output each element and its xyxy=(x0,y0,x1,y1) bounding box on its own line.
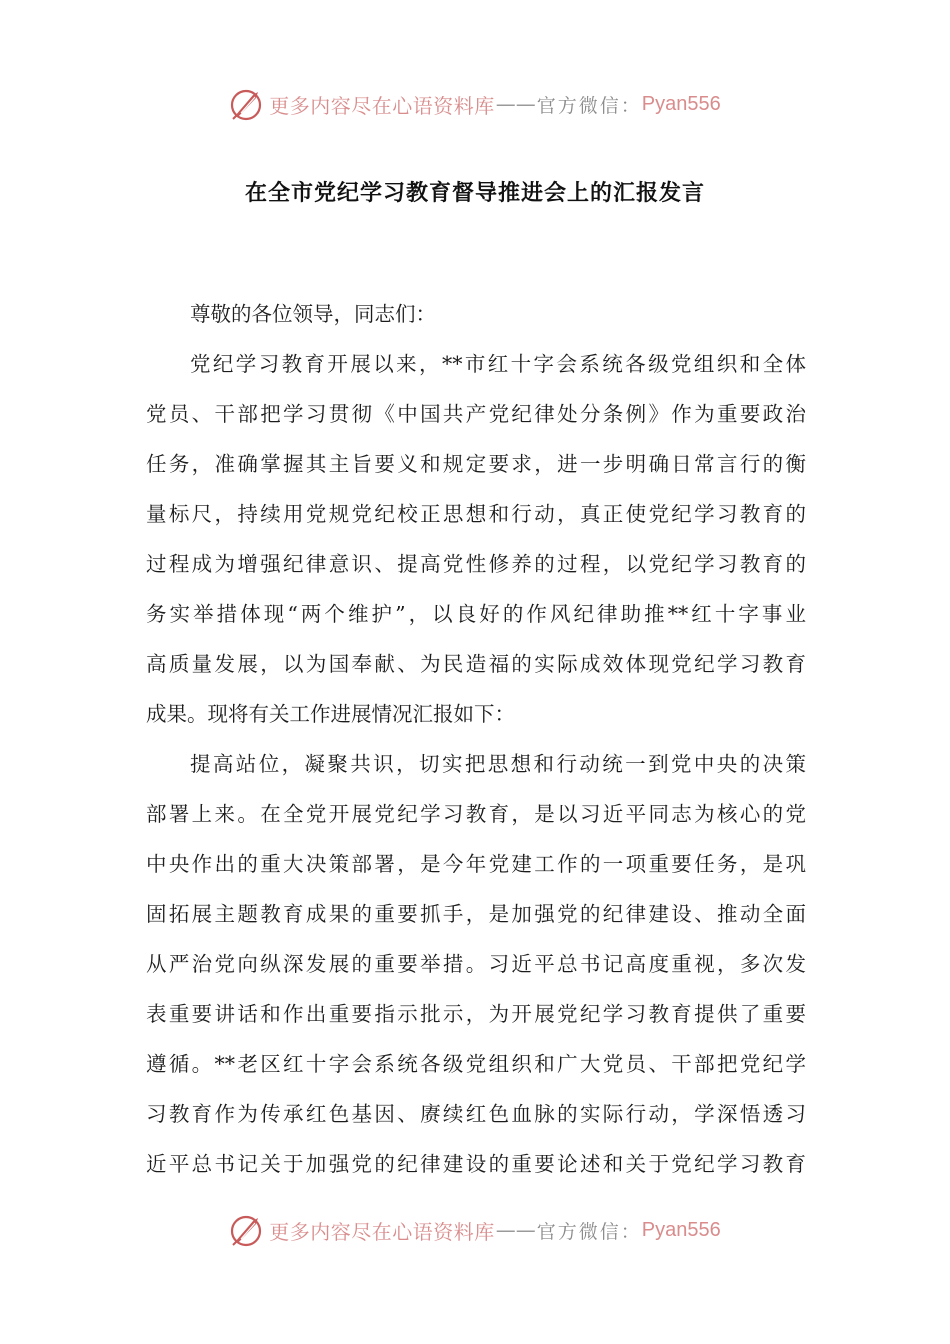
text-line: 从严治党向纵深发展的重要举措。习近平总书记高度重视，多次发 xyxy=(146,952,806,976)
banner-wechat-label: 官方微信： xyxy=(536,94,642,117)
banner-promo-text: 更多内容尽在心语资料库 xyxy=(269,93,495,118)
text-line: 高质量发展，以为国奉献、为民造福的实际成效体现党纪学习教育 xyxy=(146,652,806,676)
text-line: 遵循。**老区红十字会系统各级党组织和广大党员、干部把党纪学 xyxy=(146,1052,806,1076)
banner-wechat-id: Pyan556 xyxy=(641,1218,721,1241)
text-line: 过程成为增强纪律意识、提高党性修养的过程，以党纪学习教育的 xyxy=(146,552,806,576)
footer-banner xyxy=(0,1208,950,1252)
text-line: 部署上来。在全党开展党纪学习教育，是以习近平同志为核心的党 xyxy=(146,802,806,826)
text-line: 任务，准确掌握其主旨要义和规定要求，进一步明确日常言行的衡 xyxy=(146,452,806,476)
text-line: 中央作出的重大决策部署，是今年党建工作的一项重要任务，是巩 xyxy=(146,852,806,876)
text-line: 党员、干部把学习贯彻《中国共产党纪律处分条例》作为重要政治 xyxy=(146,402,806,426)
text-line: 成果。现将有关工作进展情况汇报如下： xyxy=(146,702,515,726)
greeting-line: 尊敬的各位领导，同志们： xyxy=(190,302,436,326)
banner-separator: —— xyxy=(495,1218,536,1242)
document-body xyxy=(146,289,806,1189)
banner-wechat-label: 官方微信： xyxy=(536,1220,642,1243)
text-line: 提高站位，凝聚共识，切实把思想和行动统一到党中央的决策 xyxy=(190,752,806,776)
banner-separator: —— xyxy=(495,92,536,116)
text-line: 表重要讲话和作出重要指示批示，为开展党纪学习教育提供了重要 xyxy=(146,1002,806,1026)
document-title: 在全市党纪学习教育督导推进会上的汇报发言 xyxy=(244,181,705,206)
paragraph-1 xyxy=(146,339,806,739)
paragraph-2 xyxy=(146,739,806,1189)
text-line: 党纪学习教育开展以来，**市红十字会系统各级党组织和全体 xyxy=(190,352,806,376)
text-line: 固拓展主题教育成果的重要抓手，是加强党的纪律建设、推动全面 xyxy=(146,902,806,926)
text-line: 量标尺，持续用党规党纪校正思想和行动，真正使党纪学习教育的 xyxy=(146,502,806,526)
banner-promo-text: 更多内容尽在心语资料库 xyxy=(269,1219,495,1244)
quill-logo-icon xyxy=(229,86,265,122)
quill-logo-icon xyxy=(229,1212,265,1248)
text-line: 近平总书记关于加强党的纪律建设的重要论述和关于党纪学习教育 xyxy=(146,1152,806,1176)
text-line: 务实举措体现“两个维护”，以良好的作风纪律助推**红十字事业 xyxy=(146,602,806,626)
header-banner xyxy=(0,82,950,126)
text-line: 习教育作为传承红色基因、赓续红色血脉的实际行动，学深悟透习 xyxy=(146,1102,806,1126)
banner-wechat-id: Pyan556 xyxy=(641,92,721,115)
